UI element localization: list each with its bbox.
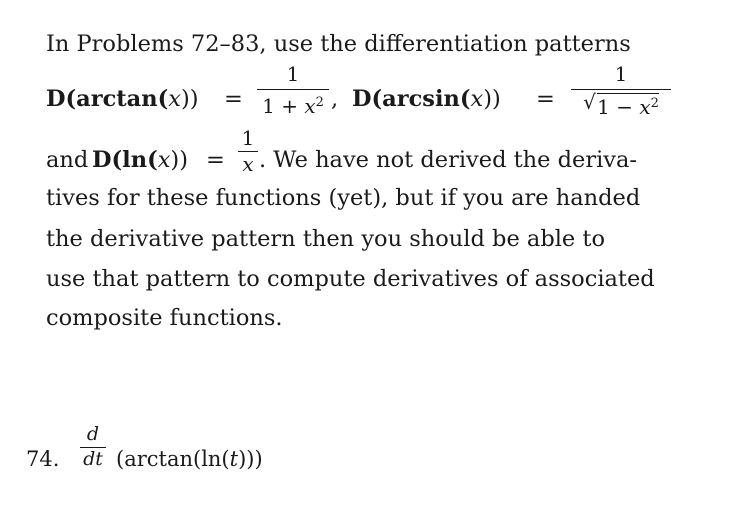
fraction-numerator: 1 [286, 62, 300, 86]
intro-line-4: tives for these functions (yet), but if you are handed [46, 185, 641, 211]
problem-74 [26, 425, 426, 485]
arctan-derivative-lhs: D(arctan(x)) [46, 86, 199, 112]
ln-derivative-lhs: D(ln(x)) [92, 147, 188, 173]
arcsin-derivative-lhs: D(arcsin(x)) [352, 86, 501, 112]
derivative-operator [80, 425, 106, 469]
intro-text-line-3: . We have not derived the deriva- [259, 147, 638, 173]
equals-sign-3: = [206, 147, 225, 173]
fraction-denominator-3: x [242, 152, 254, 176]
fraction-numerator-3: 1 [241, 126, 255, 150]
and-word: and [46, 147, 89, 173]
fraction-numerator-2: 1 [614, 62, 628, 86]
comma: , [331, 86, 339, 112]
intro-line-7: composite functions. [46, 305, 283, 331]
equals-sign: = [224, 86, 243, 112]
derivative-numerator: d [86, 423, 100, 445]
problem-expression: (arctan(ln(t))) [116, 447, 263, 471]
arctan-derivative-fraction [257, 64, 329, 116]
sqrt-denominator: √ $1 - x^2$ [583, 90, 659, 119]
fraction-bar [257, 89, 329, 90]
problem-number: 74. [26, 447, 60, 471]
intro-line-3 [46, 128, 686, 188]
ln-derivative-fraction [238, 128, 258, 174]
fraction-denominator: $1 + x^2$ [262, 94, 324, 118]
next-problem-cutoff [80, 497, 260, 507]
arcsin-derivative-fraction [571, 64, 671, 120]
cutoff-glyph-tops [80, 502, 260, 507]
intro-line-1 [46, 33, 631, 56]
intro-line-5: the derivative pattern then you should be able to [46, 226, 605, 252]
intro-text: In Problems 72–83, use the differentiation patterns [46, 31, 631, 57]
radical-sign-icon: √ [583, 90, 596, 114]
equals-sign-2: = [536, 86, 555, 112]
derivative-denominator: dt [83, 448, 103, 470]
intro-line-6: use that pattern to compute derivatives of associated [46, 266, 655, 292]
